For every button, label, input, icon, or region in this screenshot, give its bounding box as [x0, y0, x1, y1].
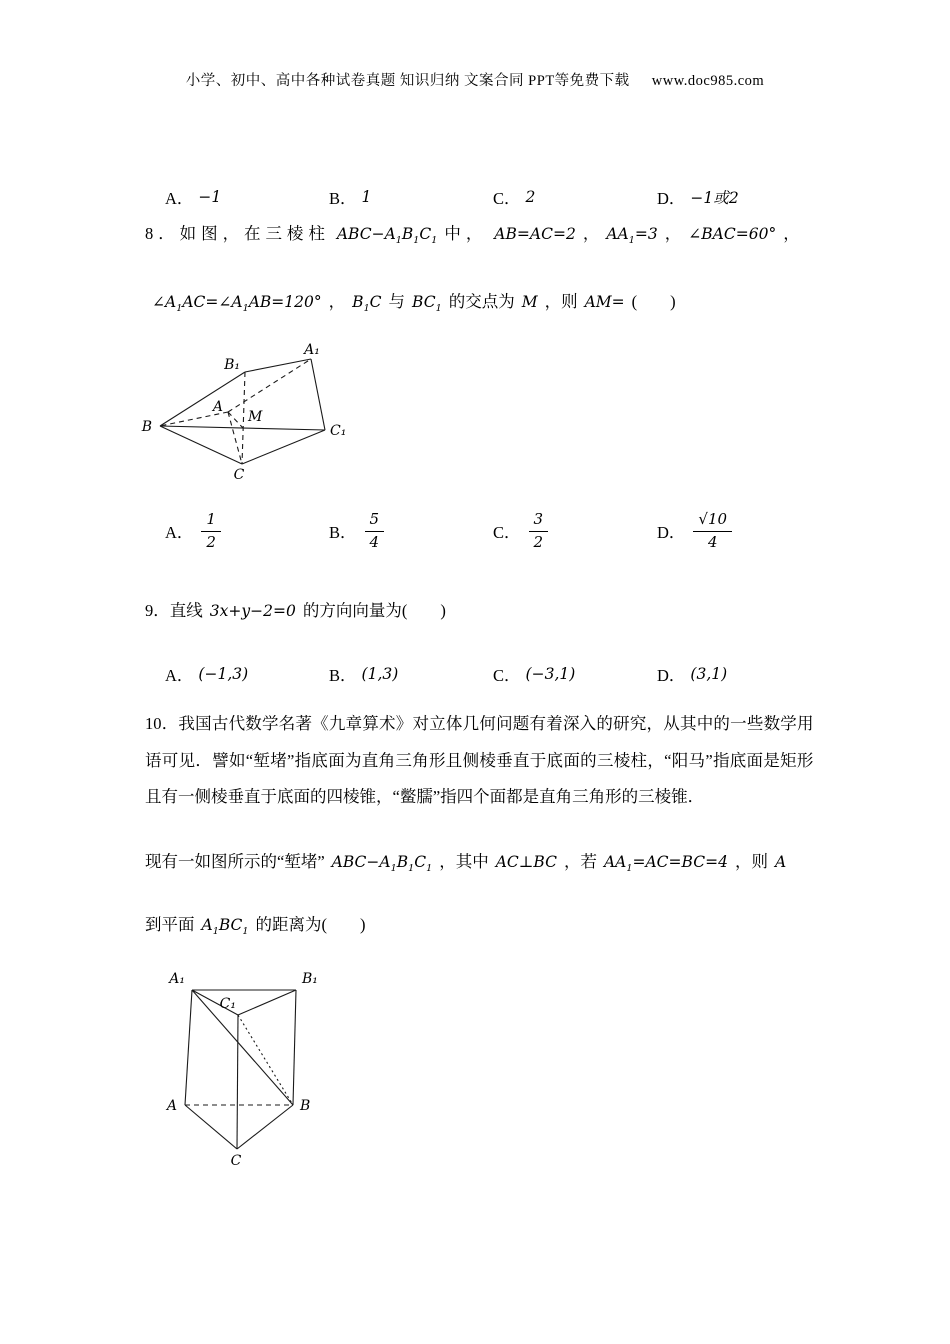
fraction — [529, 510, 549, 552]
edge-c-b — [160, 426, 242, 464]
math-part: $\angle A_1AC=\angle A_1AB=120^\circ$ — [152, 293, 322, 315]
text-part: 到平面 — [145, 915, 195, 934]
fraction-denominator: 2 — [533, 532, 544, 551]
fraction — [201, 510, 221, 552]
header-text: 小学、初中、高中各种试卷真题 知识归纳 文案合同 PPT等免费下载 — [185, 73, 630, 89]
q9-option-b — [329, 662, 493, 686]
vertex-label-a: A — [166, 1098, 177, 1114]
text-part: ，其中 — [439, 852, 489, 871]
fraction-numerator: 1 — [201, 510, 221, 532]
text-part: ， — [582, 224, 600, 243]
vertex-label-a1: A₁ — [304, 342, 320, 358]
text-part: ( ) — [401, 601, 446, 620]
segment-a-m — [228, 412, 243, 428]
option-value: 1 — [361, 188, 372, 206]
edge-b-b1 — [160, 372, 245, 426]
diagonal-a1-b — [192, 990, 293, 1105]
text-part: ( ) — [631, 292, 676, 311]
text-part: ( ) — [321, 915, 366, 934]
q8-text-line-1 — [145, 220, 815, 249]
math-part: A — [774, 853, 787, 871]
option-value: −1 — [198, 188, 222, 206]
edge-b1-a1 — [245, 359, 311, 372]
math-part: AM= — [584, 293, 625, 311]
option-label: C． — [493, 666, 521, 685]
q7-option-d — [657, 185, 746, 209]
option-label: A． — [165, 666, 194, 685]
math-part: $B_1C$ — [352, 293, 382, 315]
q8-option-d — [657, 510, 732, 552]
option-value: −1或2 — [690, 189, 739, 207]
text-part: 与 — [388, 292, 406, 311]
diagonal-b1-c — [242, 372, 245, 464]
option-label: C． — [493, 189, 521, 208]
text-part: 9．直线 — [145, 601, 203, 620]
q8-figure-prism — [135, 342, 375, 482]
text-part: ， — [328, 292, 346, 311]
fraction — [693, 510, 732, 552]
q7-option-c — [493, 185, 657, 209]
diagonal-c1-b — [238, 1015, 293, 1105]
q10-figure-prism — [140, 962, 340, 1187]
edge-c1-c — [237, 1015, 238, 1149]
vertex-label-c1: C₁ — [219, 996, 236, 1012]
q10-text-line-4 — [145, 848, 815, 877]
prism-edges-hidden — [185, 1015, 293, 1105]
option-label: B． — [329, 523, 357, 542]
vertex-label-a: A — [212, 399, 223, 415]
option-label: C． — [493, 523, 521, 542]
math-part: ∠BAC=60° — [688, 225, 777, 243]
q10-paragraph: 10．我国古代数学名著《九章算术》对立体几何问题有着深入的研究，从其中的一些数学用语可见．譬如“堑堵”指底面为直角三角形且侧棱垂直于底面的三棱柱，“阳马”指底面是矩形且有一侧棱垂直于底面的四棱锥，“鳖臑”指四个面都是直角三角形的三棱锥． — [145, 714, 814, 806]
fraction — [365, 510, 385, 552]
edge-a1-a — [185, 990, 192, 1105]
math-part: $ABC-A_1B_1C_1$ — [331, 853, 433, 875]
edge-c1-b1 — [238, 990, 296, 1015]
option-value: (3,1) — [690, 665, 728, 683]
fraction-denominator: 4 — [369, 532, 380, 551]
q8-text-line-2 — [145, 288, 815, 317]
text-part: 现有一如图所示的“堑堵” — [145, 852, 325, 871]
option-label: B． — [329, 666, 357, 685]
math-part: 3x+y−2=0 — [209, 602, 296, 620]
option-label: D． — [657, 523, 686, 542]
vertex-label-b: B — [300, 1098, 311, 1114]
option-label: D． — [657, 666, 686, 685]
edge-c-b — [237, 1105, 293, 1149]
q8-options-row — [165, 510, 825, 552]
text-part: ，则 — [544, 292, 578, 311]
edge-a1-c1 — [311, 359, 325, 430]
text-part: ， — [664, 224, 682, 243]
option-label: B． — [329, 189, 357, 208]
text-part: 8．如图，在三棱柱 — [145, 224, 330, 243]
fraction-numerator: 3 — [529, 510, 549, 532]
text-part: 的交点为 — [448, 292, 515, 311]
text-part: ，则 — [734, 852, 768, 871]
vertex-label-c1: C₁ — [330, 423, 347, 439]
vertex-label-c: C — [233, 467, 245, 482]
q10-text-line-5 — [145, 911, 815, 940]
q9-option-c — [493, 662, 657, 686]
q8-option-a — [165, 510, 329, 552]
text-part: 中， — [444, 224, 488, 243]
option-label: D． — [657, 189, 686, 208]
option-value: (−1,3) — [198, 665, 249, 683]
edge-b1-b — [293, 990, 296, 1105]
math-part: AC⊥BC — [495, 853, 557, 871]
q7-option-a — [165, 185, 329, 209]
text-part: ， — [783, 224, 800, 243]
q7-option-b — [329, 185, 493, 209]
fraction-numerator: 5 — [365, 510, 385, 532]
q9-text-line — [145, 597, 815, 625]
q9-option-d — [657, 662, 734, 686]
math-part: $ABC-A_1B_1C_1$ — [336, 225, 438, 247]
fraction-denominator: 2 — [206, 532, 216, 551]
q8-option-c — [493, 510, 657, 552]
math-part: M — [521, 293, 538, 311]
edge-a-c — [185, 1105, 237, 1149]
page-header — [0, 69, 950, 90]
prism-edges-solid — [185, 990, 296, 1149]
math-part: $AA_1=AC=BC=4$ — [603, 853, 728, 875]
header-site-url: www.doc985.com — [651, 73, 765, 89]
math-part: $BC_1$ — [412, 293, 442, 315]
text-part: ，若 — [563, 852, 597, 871]
math-part: AB=AC=2 — [494, 225, 576, 243]
vertex-label-a1: A₁ — [169, 971, 185, 987]
option-label: A． — [165, 523, 194, 542]
vertex-label-b1: B₁ — [224, 357, 240, 373]
text-part: 的距离为 — [255, 915, 322, 934]
edge-c1-c — [242, 430, 325, 464]
option-value: (−3,1) — [525, 665, 576, 683]
math-part: $AA_1=3$ — [606, 225, 658, 247]
vertex-label-b1: B₁ — [302, 971, 318, 987]
option-value: (1,3) — [361, 665, 399, 683]
fraction-numerator: √10 — [693, 510, 732, 532]
q9-options-row — [165, 662, 825, 686]
q7-options-row — [165, 185, 825, 209]
vertex-label-m: M — [248, 409, 263, 425]
vertex-label-b: B — [141, 419, 152, 435]
text-part: 的方向向量为 — [302, 601, 402, 620]
option-label: A． — [165, 189, 194, 208]
fraction-denominator: 4 — [707, 532, 718, 551]
q9-option-a — [165, 662, 329, 686]
q8-option-b — [329, 510, 493, 552]
option-value: 2 — [525, 188, 536, 206]
math-part: $A_1BC_1$ — [201, 916, 249, 938]
vertex-label-c: C — [230, 1153, 242, 1169]
